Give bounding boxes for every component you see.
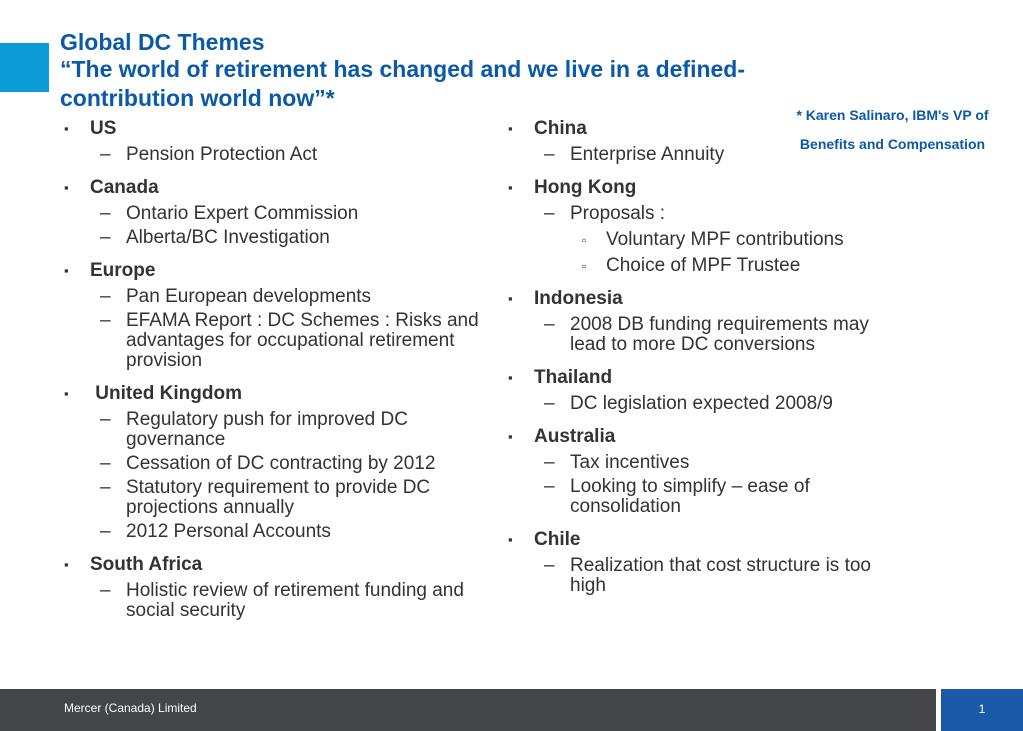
country-heading bbox=[508, 287, 908, 311]
item-text: Alberta/BC Investigation bbox=[126, 227, 330, 248]
country-name: Hong Kong bbox=[534, 177, 637, 198]
dash-bullet-icon: – bbox=[100, 580, 111, 601]
country-group bbox=[64, 553, 494, 621]
square-bullet-icon: ▪ bbox=[64, 263, 69, 278]
square-bullet-icon: ▪ bbox=[64, 557, 69, 572]
country-name: China bbox=[534, 118, 587, 139]
square-bullet-icon: ▪ bbox=[508, 121, 513, 136]
item-text: Holistic review of retirement funding and social security bbox=[126, 580, 464, 621]
list-item bbox=[64, 478, 494, 518]
item-text: Enterprise Annuity bbox=[570, 144, 725, 165]
country-group bbox=[508, 528, 908, 596]
country-group bbox=[508, 287, 908, 355]
item-text: Choice of MPF Trustee bbox=[606, 255, 801, 276]
square-bullet-icon: ▪ bbox=[508, 180, 513, 195]
country-group bbox=[508, 117, 908, 165]
list-item bbox=[64, 410, 494, 450]
footer-company: Mercer (Canada) Limited bbox=[64, 701, 197, 715]
title-line: Global DC Themes bbox=[60, 29, 265, 55]
left-column bbox=[64, 117, 494, 632]
country-heading bbox=[508, 528, 908, 552]
item-text: 2012 Personal Accounts bbox=[126, 521, 331, 542]
dash-bullet-icon: – bbox=[544, 314, 555, 335]
dash-bullet-icon: – bbox=[544, 555, 555, 576]
list-item bbox=[64, 522, 494, 542]
country-heading bbox=[508, 425, 908, 449]
square-bullet-icon: ▪ bbox=[508, 532, 513, 547]
item-text: Proposals : bbox=[570, 203, 666, 224]
country-group bbox=[64, 176, 494, 248]
dash-bullet-icon: – bbox=[544, 393, 555, 414]
dash-bullet-icon: – bbox=[544, 144, 555, 165]
country-name: Indonesia bbox=[534, 288, 623, 309]
dash-bullet-icon: – bbox=[100, 453, 111, 474]
list-item bbox=[508, 145, 908, 165]
country-heading bbox=[64, 259, 494, 283]
item-text: Statutory requirement to provide DC projections annually bbox=[126, 477, 431, 518]
dash-bullet-icon: – bbox=[100, 286, 111, 307]
item-text: Looking to simplify – ease of consolidation bbox=[570, 476, 810, 517]
item-text: Voluntary MPF contributions bbox=[606, 229, 844, 250]
country-name: Canada bbox=[90, 177, 159, 198]
square-bullet-icon: ▪ bbox=[508, 370, 513, 385]
square-bullet-icon: ▪ bbox=[64, 180, 69, 195]
page-number: 1 bbox=[978, 702, 986, 716]
attribution-line: * Karen Salinaro, IBM's VP of bbox=[796, 107, 989, 123]
square-bullet-icon: ▪ bbox=[508, 291, 513, 306]
country-group bbox=[64, 382, 494, 542]
country-name: South Africa bbox=[90, 554, 203, 575]
dash-bullet-icon: – bbox=[100, 521, 111, 542]
footer-bar bbox=[0, 689, 936, 731]
list-item bbox=[64, 454, 494, 474]
dash-bullet-icon: – bbox=[544, 476, 555, 497]
list-item bbox=[508, 315, 908, 355]
item-text: Ontario Expert Commission bbox=[126, 203, 359, 224]
country-group bbox=[508, 425, 908, 517]
page-number-box bbox=[941, 689, 1023, 731]
sub-list-item bbox=[508, 230, 908, 250]
square-bullet-icon: ▪ bbox=[64, 121, 69, 136]
item-text: 2008 DB funding requirements may lead to more DC conversions bbox=[570, 314, 869, 355]
dash-bullet-icon: – bbox=[100, 409, 111, 430]
dash-bullet-icon: – bbox=[544, 203, 555, 224]
square-bullet-icon: ▪ bbox=[508, 429, 513, 444]
country-heading bbox=[64, 117, 494, 141]
list-item bbox=[64, 287, 494, 307]
item-text: Cessation of DC contracting by 2012 bbox=[126, 453, 436, 474]
dash-bullet-icon: – bbox=[100, 203, 111, 224]
country-heading bbox=[64, 382, 494, 406]
hollow-square-bullet-icon: ▫ bbox=[582, 233, 587, 247]
attribution-line: Benefits and Compensation bbox=[799, 136, 986, 152]
item-text: DC legislation expected 2008/9 bbox=[570, 393, 834, 414]
list-item bbox=[64, 145, 494, 165]
country-group bbox=[508, 176, 908, 276]
accent-block bbox=[0, 43, 49, 92]
country-group bbox=[64, 259, 494, 371]
list-item bbox=[64, 581, 494, 621]
sub-list-item bbox=[508, 256, 908, 276]
country-group bbox=[64, 117, 494, 165]
country-heading bbox=[508, 176, 908, 200]
list-item bbox=[508, 204, 908, 224]
country-name: Europe bbox=[90, 260, 156, 281]
right-column bbox=[508, 117, 908, 607]
dash-bullet-icon: – bbox=[100, 144, 111, 165]
item-text: Tax incentives bbox=[570, 452, 690, 473]
country-name: Australia bbox=[534, 426, 616, 447]
country-heading bbox=[508, 366, 908, 390]
list-item bbox=[508, 556, 908, 596]
country-name: Thailand bbox=[534, 367, 613, 388]
item-text: Pan European developments bbox=[126, 286, 372, 307]
title-line: contribution world now”* bbox=[60, 85, 335, 111]
square-bullet-icon: ▪ bbox=[64, 386, 69, 401]
item-text: Realization that cost structure is too high bbox=[570, 555, 871, 596]
item-text: Pension Protection Act bbox=[126, 144, 318, 165]
country-heading bbox=[64, 553, 494, 577]
country-heading bbox=[508, 117, 908, 141]
list-item bbox=[64, 228, 494, 248]
country-name: United Kingdom bbox=[90, 383, 242, 404]
dash-bullet-icon: – bbox=[544, 452, 555, 473]
list-item bbox=[508, 394, 908, 414]
dash-bullet-icon: – bbox=[100, 477, 111, 498]
country-name: US bbox=[90, 118, 117, 139]
hollow-square-bullet-icon: ▫ bbox=[582, 259, 587, 273]
item-text: Regulatory push for improved DC governance bbox=[126, 409, 408, 450]
title-line: “The world of retirement has changed and we live in a defined- bbox=[60, 56, 746, 82]
dash-bullet-icon: – bbox=[100, 227, 111, 248]
country-name: Chile bbox=[534, 529, 581, 550]
dash-bullet-icon: – bbox=[100, 310, 111, 331]
item-text: EFAMA Report : DC Schemes : Risks and advantages for occupational retirement provision bbox=[126, 310, 479, 371]
country-heading bbox=[64, 176, 494, 200]
list-item bbox=[64, 311, 494, 371]
list-item bbox=[508, 453, 908, 473]
list-item bbox=[64, 204, 494, 224]
country-group bbox=[508, 366, 908, 414]
list-item bbox=[508, 477, 908, 517]
